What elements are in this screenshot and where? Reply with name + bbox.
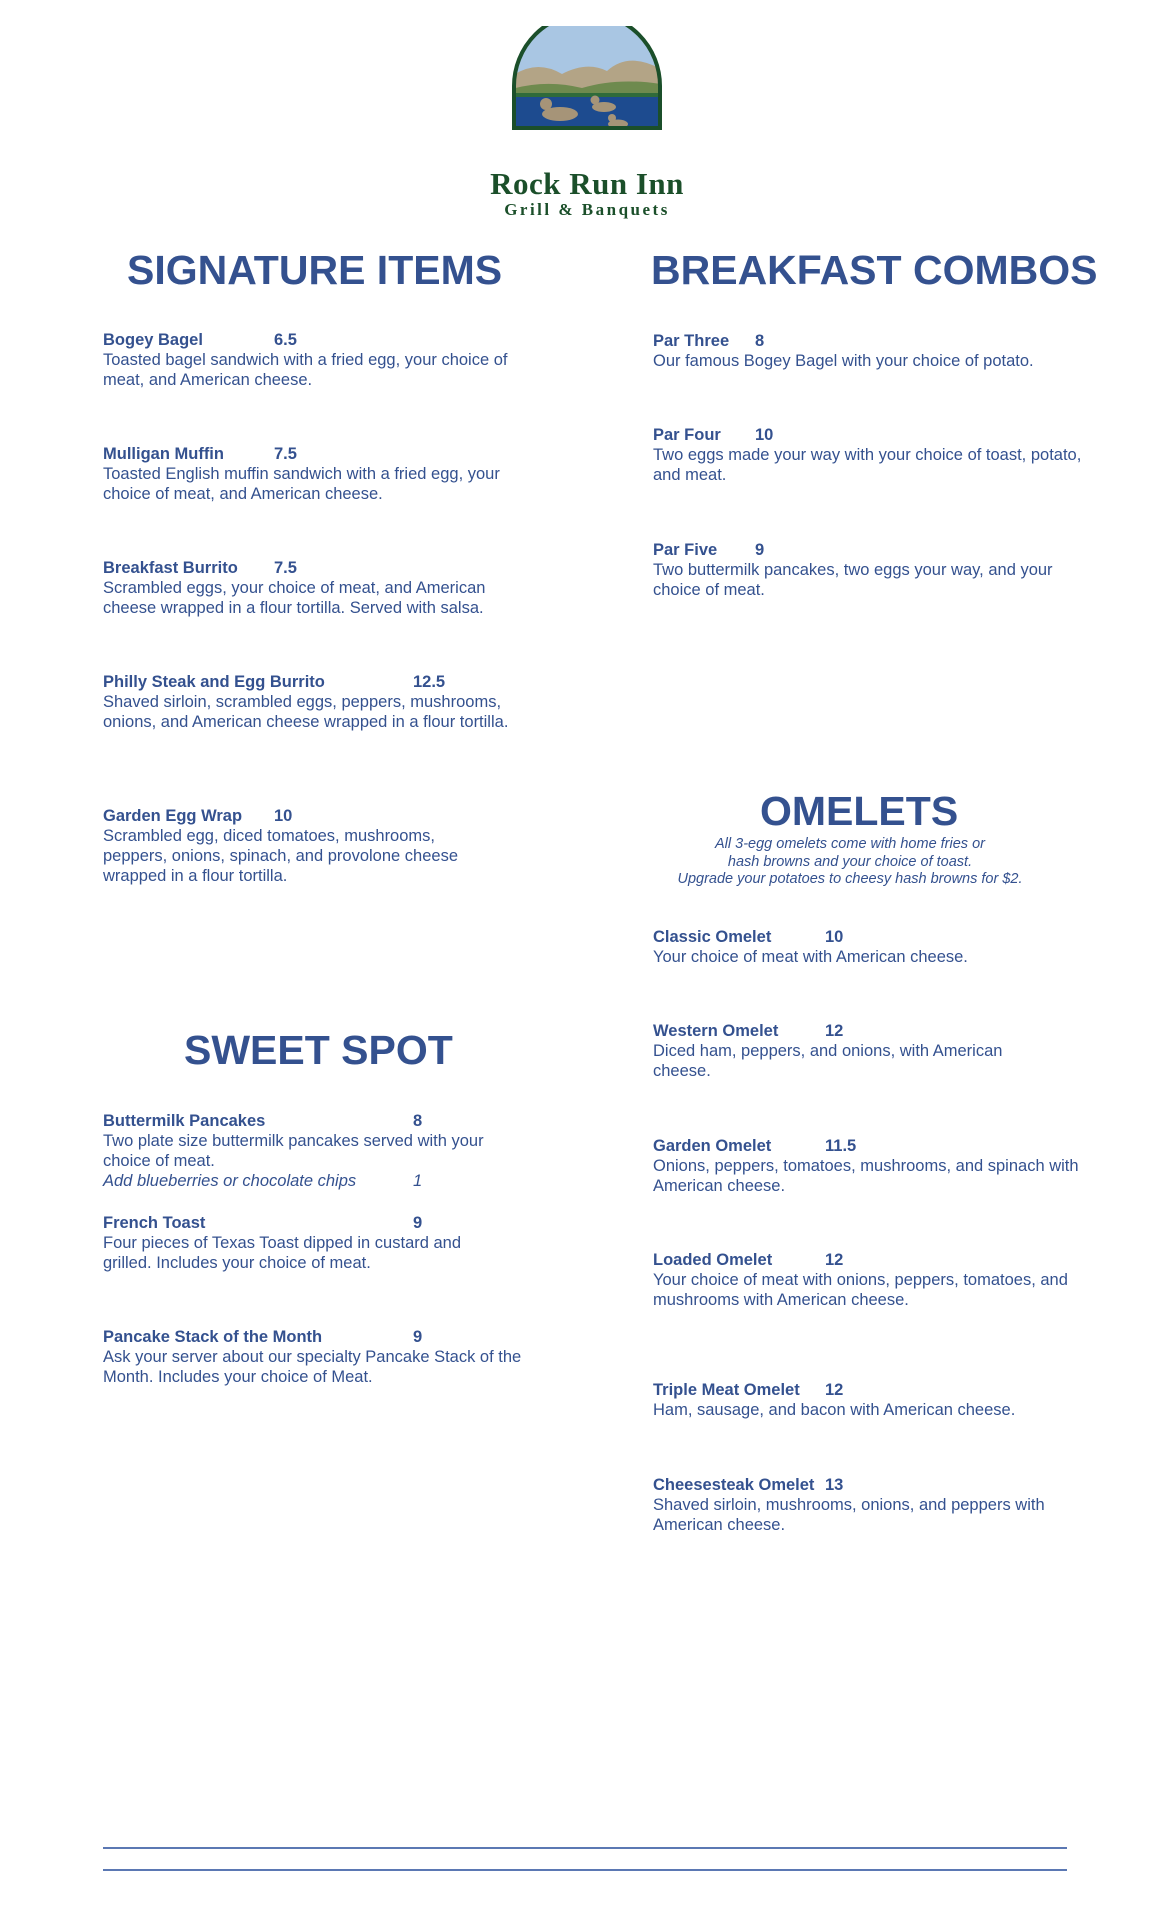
item-description: Four pieces of Texas Toast dipped in custard and grilled. Includes your choice of meat.: [103, 1234, 462, 1272]
item-name: Philly Steak and Egg Burrito: [103, 673, 325, 691]
item-name: Pancake Stack of the Month: [103, 1328, 323, 1346]
note-line: Upgrade your potatoes to cheesy hash browns for $2.: [677, 871, 1023, 887]
item-price: 13: [825, 1476, 844, 1494]
menu-item: [653, 1136, 1083, 1196]
menu-item: [653, 1250, 1083, 1310]
section-title-breakfast-combos: BREAKFAST COMBOS: [651, 247, 1098, 293]
item-description: Onions, peppers, tomatoes, mushrooms, and spinach with American cheese.: [653, 1157, 1079, 1195]
item-price: 9: [413, 1214, 423, 1232]
item-description: Ask your server about our specialty Pancake Stack of the Month. Includes your choice of Meat.: [103, 1348, 522, 1386]
item-price: 10: [755, 426, 774, 444]
menu-item: [653, 1380, 1083, 1420]
menu-item: [103, 330, 533, 390]
item-description: Two plate size buttermilk pancakes served with your choice of meat.: [103, 1132, 484, 1170]
menu-item: [103, 444, 533, 504]
restaurant-logo: [462, 26, 712, 219]
item-name: French Toast: [103, 1214, 206, 1232]
item-price: 7.5: [274, 445, 297, 463]
item-price: 12: [825, 1251, 844, 1269]
item-price: 10: [825, 928, 844, 946]
menu-item: [103, 806, 503, 886]
item-price: 9: [413, 1328, 423, 1346]
item-price: 6.5: [274, 331, 297, 349]
menu-item: [653, 927, 1083, 967]
item-price: 12: [825, 1022, 844, 1040]
item-price: 8: [413, 1112, 423, 1130]
item-addon: [103, 1171, 523, 1191]
item-name: Par Four: [653, 426, 721, 444]
item-name: Buttermilk Pancakes: [103, 1112, 266, 1130]
menu-item: [653, 540, 1083, 600]
item-description: Your choice of meat with American cheese.: [653, 948, 968, 966]
item-name: Garden Egg Wrap: [103, 807, 243, 825]
section-title-signature-items: SIGNATURE ITEMS: [127, 247, 503, 293]
item-name: Breakfast Burrito: [103, 559, 238, 577]
section-title-sweet-spot: SWEET SPOT: [184, 1027, 453, 1073]
item-description: Diced ham, peppers, and onions, with American cheese.: [653, 1042, 1003, 1080]
menu-item: [103, 672, 523, 732]
item-description: Scrambled eggs, your choice of meat, and American cheese wrapped in a flour tortilla. Served with salsa.: [103, 579, 486, 617]
item-name: Par Five: [653, 541, 718, 559]
menu-item: [103, 1111, 523, 1191]
item-description: Scrambled egg, diced tomatoes, mushrooms, peppers, onions, spinach, and provolone cheese wrapped in a flour tortilla.: [103, 827, 458, 885]
item-name: Bogey Bagel: [103, 331, 203, 349]
item-name: Garden Omelet: [653, 1137, 772, 1155]
addon-label: Add blueberries or chocolate chips: [103, 1172, 357, 1190]
omelet-note: [640, 836, 1060, 889]
item-name: Loaded Omelet: [653, 1251, 773, 1269]
item-description: Toasted English muffin sandwich with a fried egg, your choice of meat, and American cheese.: [103, 465, 500, 503]
item-name: Western Omelet: [653, 1022, 779, 1040]
menu-item: [103, 1327, 523, 1387]
item-name: Mulligan Muffin: [103, 445, 224, 463]
item-name: Classic Omelet: [653, 928, 772, 946]
menu-item: [103, 558, 533, 618]
item-price: 8: [755, 332, 765, 350]
item-name: Triple Meat Omelet: [653, 1381, 800, 1399]
duck-pond-emblem-icon: [462, 26, 712, 136]
brand-name: Rock Run Inn: [490, 166, 684, 201]
note-line: hash browns and your choice of toast.: [727, 853, 973, 870]
addon-price: 1: [413, 1172, 423, 1190]
note-line: All 3-egg omelets come with home fries or: [715, 836, 985, 852]
item-price: 11.5: [825, 1137, 857, 1155]
section-title-omelets: OMELETS: [760, 788, 959, 834]
item-name: Par Three: [653, 332, 730, 350]
item-description: Toasted bagel sandwich with a fried egg, your choice of meat, and American cheese.: [103, 351, 508, 389]
menu-item: [653, 1475, 1083, 1535]
item-description: Our famous Bogey Bagel with your choice of potato.: [653, 352, 1034, 370]
item-price: 9: [755, 541, 765, 559]
menu-item: [103, 1213, 513, 1273]
item-description: Your choice of meat with onions, peppers, tomatoes, and mushrooms with American cheese.: [653, 1271, 1068, 1309]
item-description: Two eggs made your way with your choice of toast, potato, and meat.: [653, 446, 1082, 484]
item-price: 12: [825, 1381, 844, 1399]
item-price: 10: [274, 807, 293, 825]
footer-divider: [103, 1847, 1067, 1849]
item-description: Shaved sirloin, mushrooms, onions, and peppers with American cheese.: [653, 1496, 1045, 1534]
footer-divider: [103, 1869, 1067, 1871]
item-name: Cheesesteak Omelet: [653, 1476, 815, 1494]
brand-tagline: Grill & Banquets: [504, 200, 670, 219]
item-description: Ham, sausage, and bacon with American cheese.: [653, 1401, 1016, 1419]
menu-item: [653, 425, 1083, 485]
item-description: Shaved sirloin, scrambled eggs, peppers, mushrooms, onions, and American cheese wrapped in a flour tortilla.: [103, 693, 509, 731]
item-description: Two buttermilk pancakes, two eggs your way, and your choice of meat.: [653, 561, 1053, 599]
item-price: 12.5: [413, 673, 446, 691]
item-price: 7.5: [274, 559, 297, 577]
menu-item: [653, 331, 1083, 371]
menu-item: [653, 1021, 1053, 1081]
